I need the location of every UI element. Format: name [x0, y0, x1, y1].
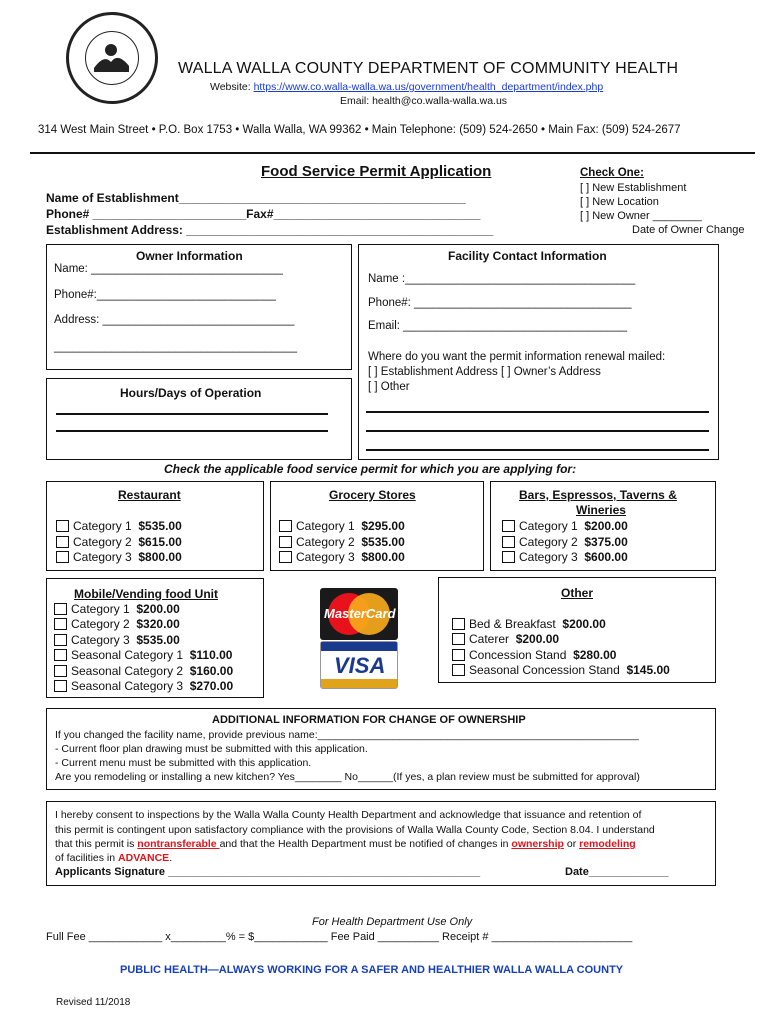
check-one-title: Check One:	[580, 167, 644, 179]
seal-emblem	[85, 31, 139, 85]
bars-title-line1: Bars, Espressos, Taverns &	[519, 488, 677, 502]
other-address-line-1[interactable]	[366, 411, 709, 413]
checkbox[interactable]	[279, 520, 292, 532]
page-title: WALLA WALLA COUNTY DEPARTMENT OF COMMUNITY HEALTH	[178, 60, 679, 77]
establishment-address-field[interactable]: Establishment Address: ______________________________________________	[46, 223, 494, 237]
previous-name-field[interactable]: If you changed the facility name, provide previous name:_______________________________________________________	[55, 729, 639, 741]
check-new-location[interactable]: [ ] New Location	[580, 196, 659, 208]
checkbox[interactable]	[452, 649, 465, 661]
facility-phone-field[interactable]: Phone#: __________________________________	[368, 297, 632, 309]
visa-logo	[320, 641, 398, 689]
consent-line-4: of facilities in ADVANCE.	[55, 852, 173, 864]
mobile-title: Mobile/Vending food Unit	[74, 587, 218, 601]
mobile-cat-2[interactable]: Category 2 $320.00	[54, 617, 180, 631]
restaurant-cat-3[interactable]: Category 3 $800.00	[56, 550, 182, 564]
other-concession[interactable]: Concession Stand $280.00	[452, 648, 616, 662]
ownership-change-title: ADDITIONAL INFORMATION FOR CHANGE OF OWNERSHIP	[212, 714, 526, 726]
owner-address-line2[interactable]: ______________________________________	[54, 341, 298, 353]
revision-date: Revised 11/2018	[56, 997, 131, 1008]
office-use-title: For Health Department Use Only	[312, 916, 473, 928]
floor-plan-note: - Current floor plan drawing must be submitted with this application.	[55, 743, 368, 755]
hours-line-1[interactable]	[56, 413, 328, 415]
consent-line-2: this permit is contingent upon satisfactory compliance with the provisions of Walla Walla County Code, Section 8.04. I understand	[55, 824, 655, 836]
nontransferable-text: nontransferable	[137, 838, 220, 850]
signature-field[interactable]: Applicants Signature ___________________________________________________	[55, 866, 481, 878]
checkbox[interactable]	[54, 649, 67, 661]
renewal-mail-question: Where do you want the permit information renewal mailed:	[368, 351, 666, 363]
checkbox[interactable]	[452, 633, 465, 645]
other-seasonal-concession[interactable]: Seasonal Concession Stand $145.00	[452, 663, 670, 677]
mobile-cat-1[interactable]: Category 1 $200.00	[54, 602, 180, 616]
owner-phone-field[interactable]: Phone#:____________________________	[54, 289, 276, 301]
bars-title-line2: Wineries	[576, 503, 626, 517]
facility-contact-title: Facility Contact Information	[448, 249, 607, 263]
grocery-cat-3[interactable]: Category 3 $800.00	[279, 550, 405, 564]
checkbox[interactable]	[502, 551, 515, 563]
other-title: Other	[561, 586, 594, 600]
other-caterer[interactable]: Caterer $200.00	[452, 632, 559, 646]
remodel-question[interactable]: Are you remodeling or installing a new kitchen? Yes________ No______(If yes, a plan review must be submitted for approval)	[55, 771, 640, 783]
facility-name-field[interactable]: Name :____________________________________	[368, 273, 636, 285]
remodeling-text: remodeling	[579, 838, 636, 850]
grocery-cat-1[interactable]: Category 1 $295.00	[279, 519, 405, 533]
other-address-line-2[interactable]	[366, 430, 709, 432]
checkbox[interactable]	[279, 536, 292, 548]
bars-cat-1[interactable]: Category 1 $200.00	[502, 519, 628, 533]
mastercard-label: MasterCard	[324, 606, 396, 621]
bars-cat-2[interactable]: Category 2 $375.00	[502, 535, 628, 549]
grocery-title: Grocery Stores	[329, 488, 416, 502]
check-new-owner[interactable]: [ ] New Owner ________	[580, 210, 702, 222]
grocery-cat-2[interactable]: Category 2 $535.00	[279, 535, 405, 549]
restaurant-cat-1[interactable]: Category 1 $535.00	[56, 519, 182, 533]
restaurant-cat-2[interactable]: Category 2 $615.00	[56, 535, 182, 549]
checkbox[interactable]	[452, 618, 465, 630]
mobile-seasonal-3[interactable]: Seasonal Category 3 $270.00	[54, 679, 233, 693]
contact-address: 314 West Main Street • P.O. Box 1753 • Walla Walla, WA 99362 • Main Telephone: (509) 524-2650 • Main Fax: (509) 524-2677	[38, 124, 681, 136]
other-address-line-3[interactable]	[366, 449, 709, 451]
mobile-seasonal-2[interactable]: Seasonal Category 2 $160.00	[54, 664, 233, 678]
checkbox[interactable]	[54, 603, 67, 615]
mastercard-logo	[320, 588, 398, 640]
checkbox[interactable]	[54, 634, 67, 646]
restaurant-title: Restaurant	[118, 488, 181, 502]
checkbox[interactable]	[502, 536, 515, 548]
checkbox[interactable]	[56, 536, 69, 548]
mobile-seasonal-1[interactable]: Seasonal Category 1 $110.00	[54, 648, 232, 662]
checkbox[interactable]	[452, 664, 465, 676]
consent-line-3: that this permit is nontransferable and that the Health Department must be notified of changes in ownership or remodeling	[55, 838, 636, 850]
establishment-phone-fax-field[interactable]: Phone# _______________________Fax#_______________________________	[46, 207, 481, 221]
visa-label: VISA	[334, 653, 386, 678]
other-bed-breakfast[interactable]: Bed & Breakfast $200.00	[452, 617, 606, 631]
website-label: Website:	[210, 81, 254, 93]
bars-cat-3[interactable]: Category 3 $600.00	[502, 550, 628, 564]
ownership-text: ownership	[511, 838, 564, 850]
facility-email-field[interactable]: Email: ___________________________________	[368, 320, 627, 332]
hours-line-2[interactable]	[56, 430, 328, 432]
renewal-mail-other[interactable]: [ ] Other	[368, 381, 410, 393]
consent-line-1: I hereby consent to inspections by the Walla Walla County Health Department and acknowledge that issuance and retention of	[55, 809, 642, 821]
header-divider	[30, 152, 755, 154]
hours-title: Hours/Days of Operation	[120, 386, 262, 400]
owner-change-date-label: Date of Owner Change	[632, 224, 745, 236]
checkbox[interactable]	[54, 665, 67, 677]
date-field[interactable]: Date_____________	[565, 866, 669, 878]
permit-instruction: Check the applicable food service permit for which you are applying for:	[164, 462, 577, 476]
website-link[interactable]: https://www.co.walla-walla.wa.us/government/health_department/index.php	[253, 81, 604, 93]
fee-line[interactable]: Full Fee ____________ x_________% = $____________ Fee Paid __________ Receipt # _______________________	[46, 931, 633, 943]
checkbox[interactable]	[54, 680, 67, 692]
checkbox[interactable]	[56, 551, 69, 563]
email-line: Email: health@co.walla-walla.wa.us	[340, 95, 508, 107]
website-line	[210, 81, 603, 93]
form-title: Food Service Permit Application	[261, 163, 492, 180]
county-seal	[66, 12, 158, 104]
checkbox[interactable]	[279, 551, 292, 563]
owner-name-field[interactable]: Name: ______________________________	[54, 263, 283, 275]
mobile-cat-3[interactable]: Category 3 $535.00	[54, 633, 180, 647]
establishment-name-field[interactable]: Name of Establishment___________________________________________	[46, 191, 466, 205]
advance-text: ADVANCE	[118, 852, 170, 864]
checkbox[interactable]	[502, 520, 515, 532]
checkbox[interactable]	[54, 618, 67, 630]
footer-slogan: PUBLIC HEALTH—ALWAYS WORKING FOR A SAFER AND HEALTHIER WALLA WALLA COUNTY	[120, 964, 624, 976]
renewal-mail-options[interactable]: [ ] Establishment Address [ ] Owner’s Address	[368, 366, 601, 378]
owner-info-title: Owner Information	[136, 249, 243, 263]
owner-address-field[interactable]: Address: ______________________________	[54, 314, 295, 326]
checkbox[interactable]	[56, 520, 69, 532]
menu-note: - Current menu must be submitted with this application.	[55, 757, 312, 769]
check-new-establishment[interactable]: [ ] New Establishment	[580, 182, 687, 194]
